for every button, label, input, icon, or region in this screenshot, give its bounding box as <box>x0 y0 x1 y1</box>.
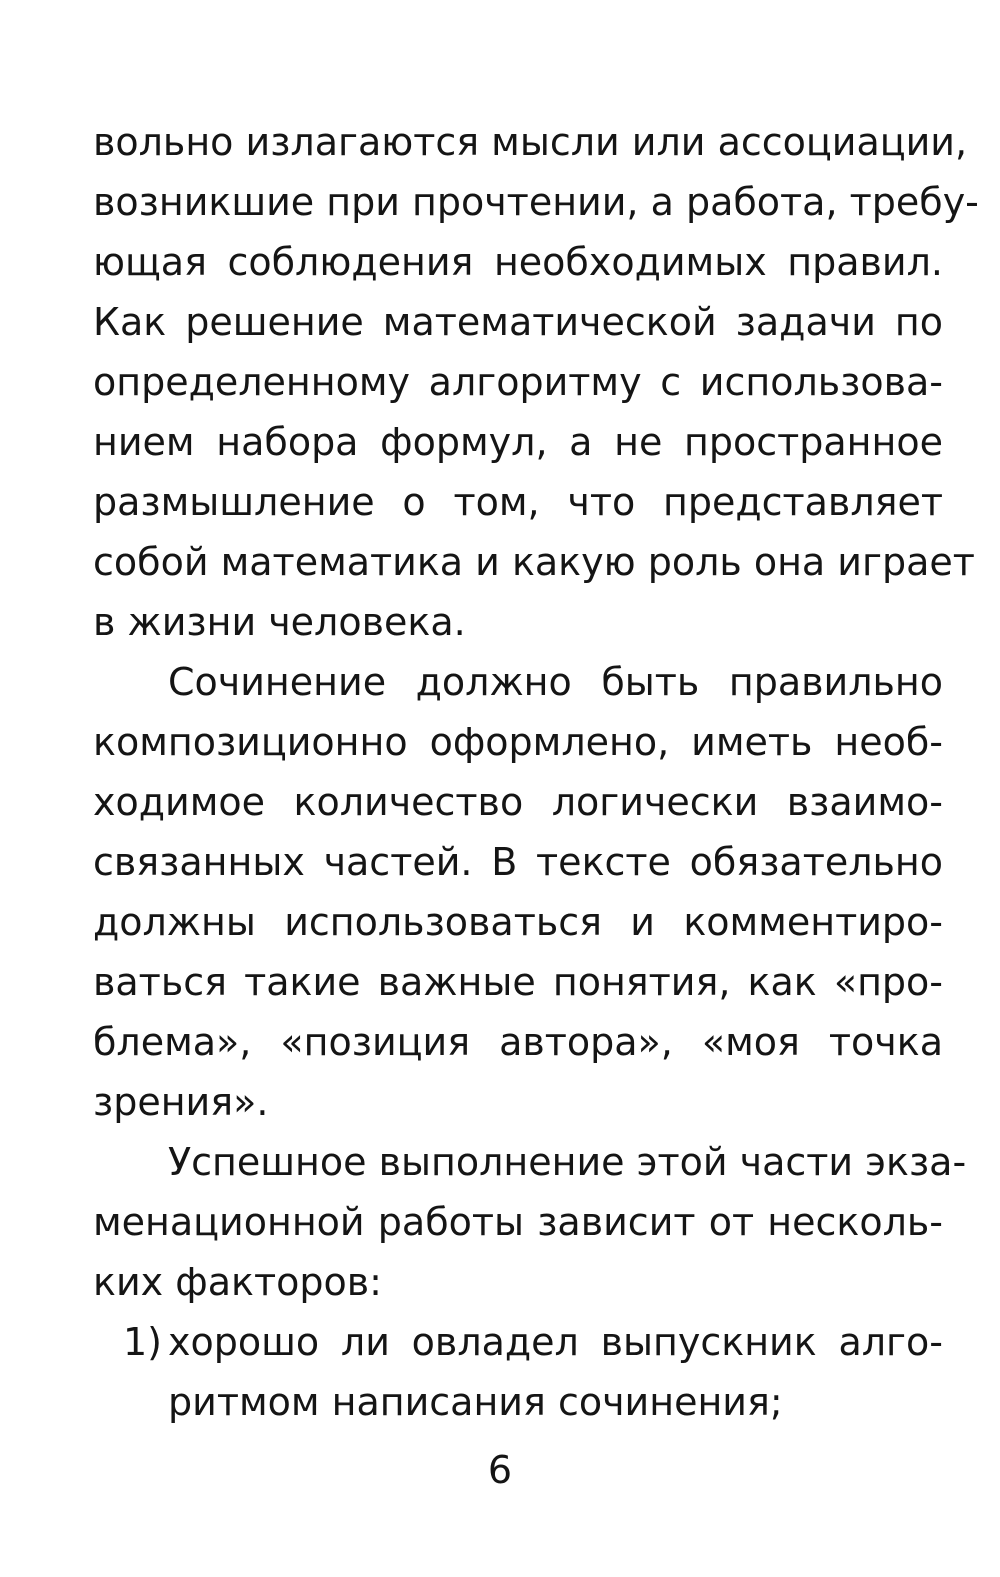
text-line: Сочинение должно быть правильно <box>168 660 943 704</box>
text-line: менационной работы зависит от несколь- <box>93 1200 943 1244</box>
text-line: связанных частей. В тексте обязательно <box>93 840 943 884</box>
text-line: ких факторов: <box>93 1260 382 1304</box>
page-body <box>93 112 979 1432</box>
text-line: нием набора формул, а не пространное <box>93 420 943 464</box>
text-line: ющая соблюдения необходимых правил. <box>93 240 943 284</box>
numbered-list <box>93 1312 943 1432</box>
text-line: блема», «позиция автора», «моя точка <box>93 1020 943 1064</box>
text-line: зрения». <box>93 1080 269 1124</box>
text-line: Успешное выполнение этой части экза- <box>168 1140 967 1184</box>
text-line: возникшие при прочтении, а работа, требу- <box>93 180 979 224</box>
list-item <box>93 1312 943 1372</box>
text-line: определенному алгоритму с использова- <box>93 360 943 404</box>
list-number: 1) <box>123 1320 163 1364</box>
text-line: вольно излагаются мысли или ассоциации, <box>93 120 968 164</box>
paragraph-2 <box>93 652 943 1132</box>
text-line: ходимое количество логически взаимо- <box>93 780 943 824</box>
text-line: в жизни человека. <box>93 600 466 644</box>
text-line: хорошо ли овладел выпускник алго- <box>168 1320 943 1364</box>
text-line: собой математика и какую роль она играет <box>93 540 975 584</box>
paragraph-1 <box>93 112 979 652</box>
page-number: 6 <box>487 1448 513 1492</box>
text-line: ритмом написания сочинения; <box>168 1380 783 1424</box>
text-line: Как решение математической задачи по <box>93 300 943 344</box>
paragraph-3 <box>93 1132 967 1312</box>
text-line: размышление о том, что представляет <box>93 480 943 524</box>
text-line: должны использоваться и комментиро- <box>93 900 943 944</box>
text-line: композиционно оформлено, иметь необ- <box>93 720 943 764</box>
text-line: ваться такие важные понятия, как «про- <box>93 960 943 1004</box>
